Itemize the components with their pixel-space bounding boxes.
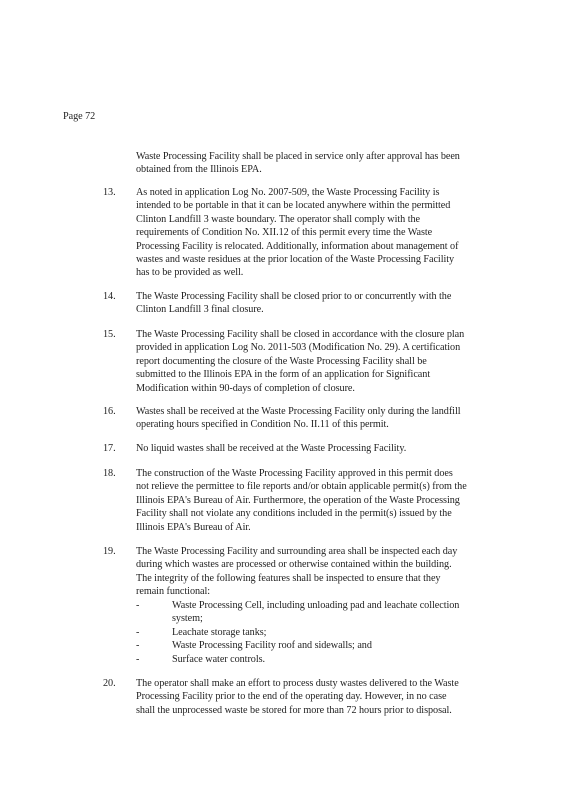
text-line: The Waste Processing Facility shall be closed prior to or concurrently with the	[136, 291, 452, 302]
item-number: 18.	[103, 468, 116, 479]
text-line: The integrity of the following features shall be inspected to ensure that they	[136, 572, 441, 584]
condition-paragraph	[136, 290, 514, 317]
item-number: 13.	[103, 187, 116, 198]
text-line: operating hours specified in Condition No. II.11 of this permit.	[136, 419, 389, 431]
text-line: Clinton Landfill 3 waste boundary. The operator shall comply with the	[136, 213, 421, 225]
text-line: during which wastes are processed or otherwise contained within the building.	[136, 559, 452, 571]
text-line: As noted in application Log No. 2007-509, the Waste Processing Facility is	[136, 187, 440, 198]
bullet-marker: -	[136, 640, 140, 652]
text-line: provided in application Log No. 2011-503 (Modification No. 29). A certification	[136, 342, 461, 354]
item-number: 14.	[103, 291, 116, 302]
text-line: Clinton Landfill 3 final closure.	[136, 304, 264, 316]
text-line: shall the unprocessed waste be stored for more than 72 hours prior to disposal.	[136, 704, 452, 716]
text-line: The operator shall make an effort to process dusty wastes delivered to the Waste	[136, 678, 459, 689]
text-line: intended to be portable in that it can be located anywhere within the permitted	[136, 200, 451, 212]
item-number: 20.	[103, 678, 116, 689]
text-line: Wastes shall be received at the Waste Processing Facility only during the landfill	[136, 406, 461, 417]
bullet-marker: -	[136, 653, 140, 665]
page-number: Page 72	[63, 111, 96, 122]
text-line: wastes and waste residues at the prior location of the Waste Processing Facility	[136, 254, 455, 266]
text-line: The construction of the Waste Processing Facility approved in this permit does	[136, 468, 453, 479]
condition-paragraph	[136, 677, 514, 717]
text-line: Facility shall not violate any conditions included in the permit(s) issued by the	[136, 508, 452, 520]
text-line: The Waste Processing Facility shall be closed in accordance with the closure plan	[136, 329, 465, 340]
text-line: Processing Facility prior to the end of the operating day. However, in no case	[136, 691, 447, 703]
text-line: Waste Processing Facility shall be placed in service only after approval has been	[136, 151, 460, 162]
item-number: 19.	[103, 546, 116, 557]
text-line: obtained from the Illinois EPA.	[136, 164, 262, 176]
text-line: not relieve the permittee to file reports and/or obtain applicable permit(s) from the	[136, 481, 467, 493]
text-line: Processing Facility is relocated. Additionally, information about management of	[136, 240, 459, 252]
text-line: report documenting the closure of the Waste Processing Facility shall be	[136, 355, 427, 367]
item-number: 16.	[103, 406, 116, 417]
continuation-paragraph	[136, 150, 514, 177]
text-line: requirements of Condition No. XII.12 of this permit every time the Waste	[136, 227, 433, 239]
condition-paragraph	[136, 467, 514, 534]
text-line: Illinois EPA's Bureau of Air.	[136, 521, 251, 533]
condition-paragraph	[136, 328, 514, 395]
text-line: has to be provided as well.	[136, 267, 244, 279]
text-line: remain functional:	[136, 586, 211, 598]
list-item-text: system;	[172, 613, 203, 625]
bullet-marker: -	[136, 626, 140, 638]
text-line: Illinois EPA's Bureau of Air. Furthermore, the operation of the Waste Processing	[136, 494, 460, 506]
item-number: 17.	[103, 443, 116, 454]
text-line: submitted to the Illinois EPA in the form of an application for Significant	[136, 369, 431, 381]
list-item-text: Surface water controls.	[172, 653, 266, 665]
list-item-text: Leachate storage tanks;	[172, 626, 267, 638]
list-item-text: Waste Processing Facility roof and sidewalls; and	[172, 640, 372, 652]
text-line: Modification within 90-days of completion of closure.	[136, 382, 355, 394]
list-item-text: Waste Processing Cell, including unloading pad and leachate collection	[172, 600, 460, 611]
condition-paragraph	[136, 186, 514, 280]
condition-paragraph	[136, 405, 514, 432]
bullet-marker: -	[136, 600, 140, 611]
text-line: No liquid wastes shall be received at the Waste Processing Facility.	[136, 443, 407, 454]
text-line: The Waste Processing Facility and surrounding area shall be inspected each day	[136, 546, 458, 557]
condition-paragraph	[136, 442, 514, 455]
item-number: 15.	[103, 329, 116, 340]
feature-list	[136, 599, 514, 669]
condition-paragraph	[136, 545, 514, 599]
